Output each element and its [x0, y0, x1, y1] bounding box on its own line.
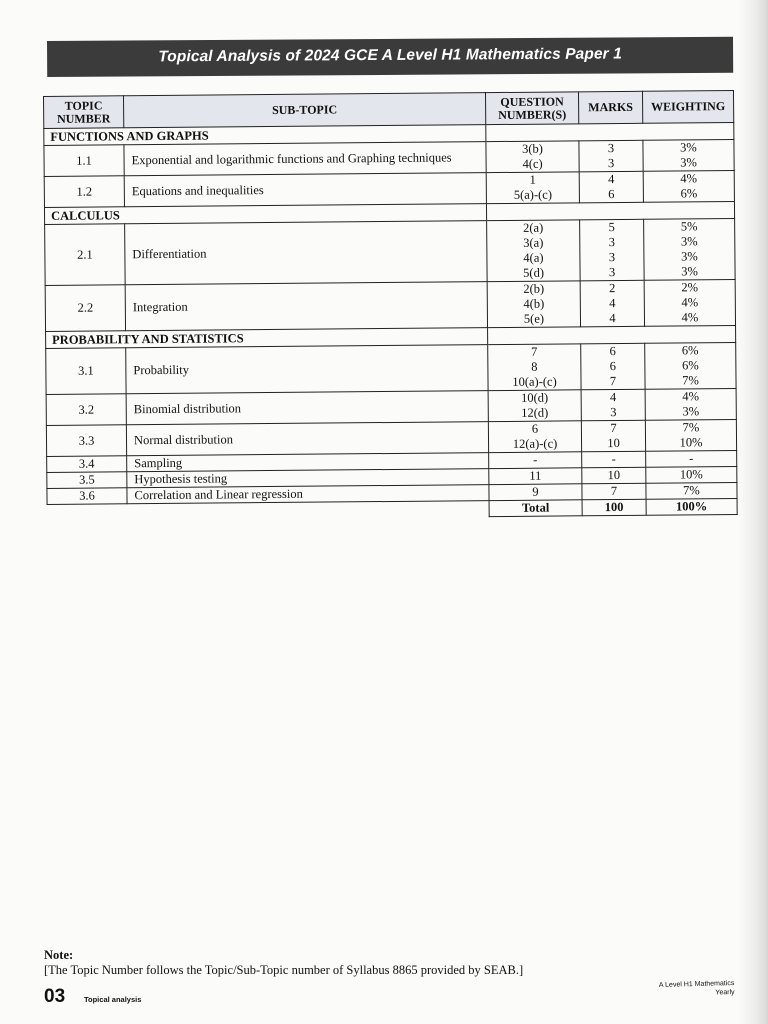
weighting-value: 6% [681, 358, 699, 373]
sub-topic-cell: Normal distribution [126, 422, 488, 456]
weighting-value: 2% [681, 280, 699, 295]
question-number-cell [489, 468, 582, 485]
question-number-cell [486, 141, 579, 173]
weighting-value-cell [643, 139, 734, 171]
weighting-value: 3% [680, 155, 697, 170]
table-row [45, 218, 736, 285]
weighting-value-cell [644, 218, 736, 280]
topic-number-cell: 3.6 [47, 488, 127, 505]
marks-value: - [611, 452, 616, 467]
question-number: 10(d) [521, 390, 549, 405]
marks-value: 10 [607, 435, 620, 451]
question-number: 5(e) [523, 311, 545, 326]
section-header-spacer [486, 201, 734, 220]
marks-value: 6 [609, 359, 617, 374]
weighting-value-cell [643, 170, 734, 202]
marks-value-cell [580, 219, 645, 281]
question-number: 12(d) [521, 405, 549, 420]
question-number: 8 [531, 359, 538, 374]
marks-value: 5 [608, 220, 615, 235]
page-number: 03 [44, 986, 66, 1007]
question-number: 2(b) [523, 281, 545, 296]
header-marks: MARKS [578, 91, 642, 124]
sub-topic-cell: Binomial distribution [126, 391, 488, 425]
marks-value-cell [581, 389, 645, 421]
header-weighting: WEIGHTING [642, 90, 733, 123]
sub-topic-cell: Exponential and logarithmic functions and Graphing techniques [124, 142, 486, 176]
question-number: - [533, 452, 538, 467]
marks-value: 4 [609, 296, 616, 311]
topic-number-cell: 3.5 [47, 472, 127, 489]
question-number: 7 [531, 344, 538, 359]
weighting-value: - [689, 451, 694, 466]
weighting-value-cell [646, 450, 737, 467]
weighting-value: 3% [681, 249, 698, 264]
weighting-value-cell [645, 388, 736, 420]
weighting-value-cell [645, 342, 736, 389]
marks-value-cell [579, 171, 643, 203]
page-edge-shadow [738, 0, 768, 1024]
page-title: Topical Analysis of 2024 GCE A Level H1 Mathematics Paper 1 [158, 45, 622, 66]
section-label: FUNCTIONS AND GRAPHS [44, 125, 486, 146]
sub-topic-cell: Equations and inequalities [124, 173, 486, 207]
question-number: 1 [529, 172, 536, 187]
title-banner [47, 37, 733, 77]
marks-value: 4 [609, 311, 616, 326]
marks-value-cell [581, 420, 645, 452]
marks-value: 3 [607, 141, 615, 156]
footer-book-title-line1: A Level H1 Mathematics [658, 980, 734, 989]
question-number: 6 [531, 421, 539, 436]
question-number-cell [488, 421, 581, 453]
note-text: [The Topic Number follows the Topic/Sub-Topic number of Syllabus 8865 provided by SEAB.] [44, 963, 524, 977]
marks-value: 6 [608, 187, 615, 202]
header-sub-topic: SUB-TOPIC [124, 93, 486, 128]
weighting-value: 4% [681, 295, 699, 310]
topical-analysis-table [43, 90, 738, 521]
question-number: 4(a) [523, 250, 544, 265]
section-label: PROBABILITY AND STATISTICS [46, 328, 488, 349]
marks-value: 3 [607, 156, 615, 171]
question-number-cell [489, 484, 582, 501]
marks-value-cell [579, 140, 643, 172]
marks-value-cell [582, 467, 646, 484]
weighting-value: 3% [680, 234, 698, 249]
question-number: 9 [532, 484, 539, 499]
question-number-cell [488, 344, 581, 391]
weighting-value: 4% [681, 310, 699, 325]
weighting-value: 4% [680, 171, 698, 186]
marks-value: 6 [609, 344, 616, 359]
question-number: 3(b) [521, 141, 543, 156]
weighting-value: 7% [682, 420, 700, 435]
topic-number-cell: 1.2 [44, 176, 124, 208]
topic-number-cell: 3.2 [46, 394, 126, 426]
marks-value: 3 [608, 250, 616, 265]
topic-number-cell: 2.2 [45, 285, 125, 332]
question-number: 11 [529, 468, 542, 483]
weighting-value-cell [645, 419, 736, 451]
marks-value: 4 [608, 172, 615, 187]
question-number-cell [486, 172, 579, 204]
weighting-value: 10% [679, 467, 703, 482]
marks-value: 3 [608, 265, 616, 280]
footer-section-label: Topical analysis [84, 995, 142, 1004]
weighting-value-cell [646, 482, 737, 499]
header-topic-number: TOPIC NUMBER [44, 96, 124, 129]
sub-topic-cell: Probability [126, 345, 488, 394]
weighting-value: 5% [680, 219, 698, 234]
question-number: 5(a)-(c) [513, 187, 553, 202]
question-number: 4(c) [522, 156, 543, 171]
table-row [45, 279, 735, 331]
question-number: 10(a)-(c) [512, 374, 557, 389]
question-number-cell [488, 390, 581, 422]
table-row [46, 342, 736, 394]
sub-topic-cell: Sampling [127, 453, 489, 472]
topic-number-cell: 3.3 [46, 425, 126, 457]
weighting-value: 4% [682, 389, 700, 404]
weighting-value: 7% [682, 373, 699, 388]
weighting-value: 7% [683, 483, 700, 498]
marks-value-cell [582, 483, 646, 500]
marks-value-cell [582, 451, 646, 468]
weighting-value: 3% [682, 404, 700, 419]
footer-book-title-line2: Yearly [714, 989, 735, 997]
footer-book-title [658, 979, 734, 999]
topic-number-cell: 1.1 [44, 145, 124, 177]
topic-number-cell: 2.1 [45, 224, 126, 286]
question-number: 4(b) [523, 296, 545, 311]
marks-value: 7 [609, 374, 617, 389]
marks-value: 3 [610, 405, 617, 420]
section-label: CALCULUS [44, 204, 486, 225]
note-block [44, 948, 523, 978]
topic-number-cell: 3.4 [47, 456, 127, 473]
weighting-value: 6% [680, 186, 698, 201]
total-weighting: 100% [646, 498, 737, 515]
question-number-cell [489, 452, 582, 469]
weighting-value-cell [646, 466, 737, 483]
total-marks: 100 [582, 499, 646, 516]
marks-value: 3 [608, 235, 615, 250]
question-number-cell [487, 220, 581, 282]
question-number: 5(d) [523, 265, 545, 280]
question-number: 3(a) [523, 235, 544, 250]
marks-value: 2 [609, 281, 616, 296]
marks-value: 10 [607, 467, 621, 483]
note-heading: Note: [44, 948, 74, 962]
weighting-value: 6% [681, 343, 699, 358]
table-body [44, 122, 737, 520]
marks-value: 7 [610, 484, 618, 499]
total-row-spacer [47, 501, 489, 521]
weighting-value: 3% [680, 140, 697, 155]
topic-number-cell: 3.1 [46, 348, 126, 395]
question-number-cell [487, 281, 580, 328]
header-question-numbers: QUESTION NUMBER(S) [485, 92, 578, 125]
weighting-value: 3% [681, 264, 698, 279]
marks-value: 4 [609, 390, 617, 405]
marks-value: 7 [610, 421, 617, 436]
total-label: Total [489, 500, 582, 517]
weighting-value: 10% [679, 435, 703, 450]
sub-topic-cell: Integration [125, 282, 487, 331]
marks-value-cell [580, 280, 644, 327]
marks-value-cell [581, 343, 645, 390]
analysis-table-wrapper [43, 90, 738, 521]
section-header-spacer [486, 122, 734, 141]
section-header-spacer [488, 325, 736, 344]
weighting-value-cell [644, 279, 735, 326]
question-number: 12(a)-(c) [512, 436, 558, 451]
sub-topic-cell: Hypothesis testing [127, 469, 489, 488]
sub-topic-cell: Differentiation [125, 221, 488, 285]
question-number: 2(a) [523, 220, 544, 235]
sub-topic-cell: Correlation and Linear regression [127, 485, 489, 504]
